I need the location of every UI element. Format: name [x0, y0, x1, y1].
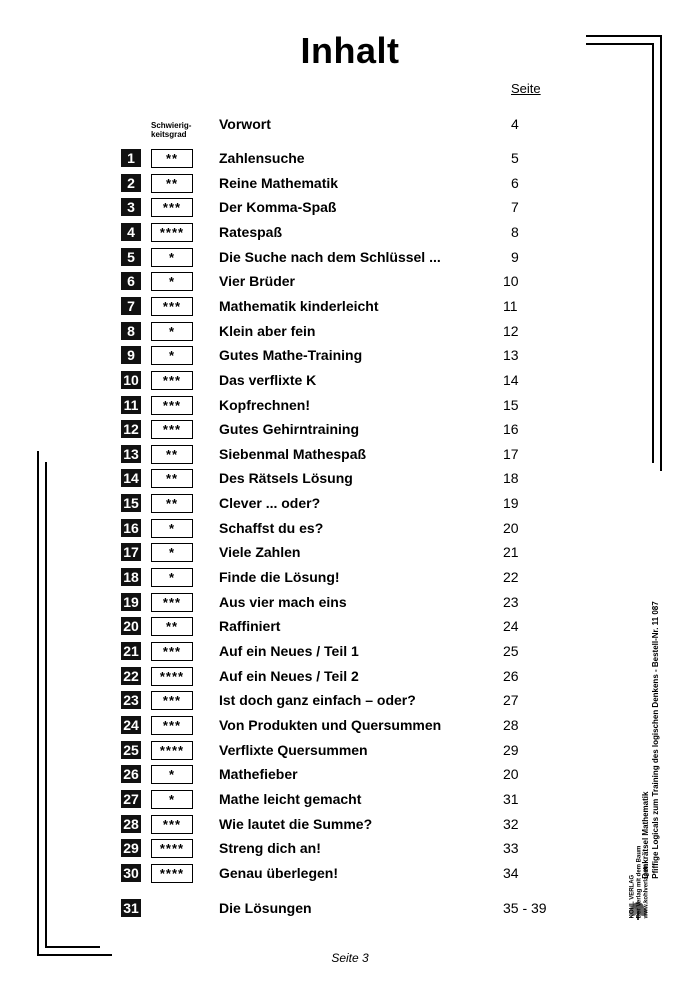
chapter-page: 14 [503, 372, 519, 388]
chapter-title: Raffiniert [219, 618, 281, 634]
chapter-number: 5 [121, 248, 141, 266]
difficulty-stars: ** [151, 617, 193, 636]
difficulty-stars: *** [151, 396, 193, 415]
chapter-title: Reine Mathematik [219, 175, 339, 191]
chapter-number: 15 [121, 494, 141, 512]
toc-row [0, 173, 700, 195]
chapter-title: Gutes Mathe-Training [219, 347, 363, 363]
chapter-title: Klein aber fein [219, 323, 316, 339]
difficulty-stars: *** [151, 642, 193, 661]
page-title: Inhalt [300, 30, 400, 71]
chapter-page: 26 [503, 668, 519, 684]
chapter-page: 13 [503, 347, 519, 363]
toc-row [0, 592, 700, 614]
chapter-page: 21 [503, 544, 519, 560]
chapter-number: 18 [121, 568, 141, 586]
difficulty-stars: *** [151, 297, 193, 316]
difficulty-stars: **** [151, 223, 193, 242]
frame-bottom-line-2 [45, 946, 100, 948]
chapter-title: Zahlensuche [219, 150, 305, 166]
chapter-number: 3 [121, 198, 141, 216]
chapter-page: 28 [503, 717, 519, 733]
chapter-number: 25 [121, 741, 141, 759]
chapter-title: Auf ein Neues / Teil 1 [219, 643, 359, 659]
chapter-page: 16 [503, 421, 519, 437]
preface-page: 4 [511, 116, 519, 132]
chapter-title: Vier Brüder [219, 273, 295, 289]
difficulty-stars: * [151, 346, 193, 365]
toc-row [0, 641, 700, 663]
toc-row [0, 814, 700, 836]
chapter-number: 9 [121, 346, 141, 364]
side-text-line-1: Denkrätsel Mathematik [641, 791, 650, 879]
chapter-page: 8 [511, 224, 519, 240]
chapter-title: Des Rätsels Lösung [219, 470, 353, 486]
toc-row [0, 838, 700, 860]
difficulty-header-text: Schwierig- keitsgrad [151, 121, 192, 139]
chapter-page: 29 [503, 742, 519, 758]
toc-row [0, 296, 700, 318]
toc-row [0, 715, 700, 737]
chapter-number: 21 [121, 642, 141, 660]
difficulty-stars: * [151, 568, 193, 587]
chapter-page: 34 [503, 865, 519, 881]
toc-row [0, 740, 700, 762]
toc-row [0, 493, 700, 515]
chapter-page: 20 [503, 766, 519, 782]
chapter-number: 4 [121, 223, 141, 241]
solutions-title: Die Lösungen [219, 900, 312, 916]
difficulty-stars: ** [151, 174, 193, 193]
chapter-page: 11 [503, 298, 518, 314]
difficulty-stars: *** [151, 198, 193, 217]
chapter-page: 12 [503, 323, 519, 339]
chapter-title: Mathematik kinderleicht [219, 298, 379, 314]
chapter-title: Von Produkten und Quersummen [219, 717, 442, 733]
chapter-page: 23 [503, 594, 519, 610]
chapter-page: 10 [503, 273, 519, 289]
chapter-title: Clever ... oder? [219, 495, 321, 511]
difficulty-stars: *** [151, 716, 193, 735]
solutions-row [0, 898, 700, 920]
toc-row [0, 666, 700, 688]
preface-title: Vorwort [219, 116, 271, 132]
difficulty-stars: *** [151, 593, 193, 612]
toc-row [0, 444, 700, 466]
chapter-title: Verflixte Quersummen [219, 742, 368, 758]
toc-row [0, 345, 700, 367]
toc-row [0, 370, 700, 392]
chapter-title: Mathe leicht gemacht [219, 791, 362, 807]
chapter-page: 19 [503, 495, 519, 511]
solutions-page: 35 - 39 [503, 900, 547, 916]
chapter-title: Mathefieber [219, 766, 298, 782]
chapter-title: Siebenmal Mathespaß [219, 446, 367, 462]
chapter-title: Die Suche nach dem Schlüssel ... [219, 249, 441, 265]
chapter-page: 18 [503, 470, 519, 486]
chapter-page: 33 [503, 840, 519, 856]
difficulty-stars: * [151, 765, 193, 784]
toc-row [0, 616, 700, 638]
toc-row [0, 395, 700, 417]
difficulty-stars: ** [151, 494, 193, 513]
difficulty-stars: *** [151, 691, 193, 710]
difficulty-stars: **** [151, 839, 193, 858]
difficulty-stars: ** [151, 445, 193, 464]
chapter-title: Gutes Gehirntraining [219, 421, 360, 437]
chapter-page: 31 [503, 791, 519, 807]
difficulty-stars: **** [151, 667, 193, 686]
page-column-header: Seite [511, 81, 541, 96]
chapter-page: 5 [511, 150, 519, 166]
difficulty-stars: * [151, 519, 193, 538]
chapter-page: 22 [503, 569, 519, 585]
toc-row [0, 518, 700, 540]
publisher-side-text [641, 601, 661, 878]
page-footer: Seite 3 [331, 951, 369, 965]
chapter-title: Aus vier mach eins [219, 594, 347, 610]
toc-row [0, 247, 700, 269]
toc-row [0, 789, 700, 811]
chapter-number: 22 [121, 667, 141, 685]
chapter-title: Schaffst du es? [219, 520, 324, 536]
logo-text-line-2: Der Verlag mit dem Baum [636, 845, 643, 919]
chapter-page: 25 [503, 643, 519, 659]
chapter-number: 27 [121, 790, 141, 808]
difficulty-stars: * [151, 322, 193, 341]
toc-row [0, 542, 700, 564]
toc-row [0, 197, 700, 219]
toc-row [0, 148, 700, 170]
difficulty-stars: ** [151, 469, 193, 488]
chapter-page: 24 [503, 618, 519, 634]
chapter-page: 27 [503, 692, 519, 708]
chapter-title: Streng dich an! [219, 840, 321, 856]
difficulty-stars: *** [151, 815, 193, 834]
chapter-number: 20 [121, 617, 141, 635]
chapter-number: 30 [121, 864, 141, 882]
difficulty-stars: * [151, 248, 193, 267]
chapter-title: Das verflixte K [219, 372, 317, 388]
chapter-title: Ist doch ganz einfach – oder? [219, 692, 416, 708]
difficulty-stars: **** [151, 741, 193, 760]
difficulty-stars: *** [151, 371, 193, 390]
difficulty-stars: * [151, 790, 193, 809]
chapter-number: 29 [121, 839, 141, 857]
toc-row [0, 468, 700, 490]
toc-row [0, 419, 700, 441]
toc-row [0, 222, 700, 244]
difficulty-stars: * [151, 543, 193, 562]
chapter-title: Kopfrechnen! [219, 397, 310, 413]
publisher-logo-text [630, 846, 651, 919]
chapter-page: 20 [503, 520, 519, 536]
chapter-title: Der Komma-Spaß [219, 199, 337, 215]
chapter-number: 12 [121, 420, 141, 438]
chapter-page: 32 [503, 816, 519, 832]
chapter-number: 8 [121, 322, 141, 340]
toc-row [0, 271, 700, 293]
chapter-title: Auf ein Neues / Teil 2 [219, 668, 359, 684]
chapter-page: 9 [511, 249, 519, 265]
chapter-number: 11 [121, 396, 141, 414]
difficulty-stars: ** [151, 149, 193, 168]
difficulty-stars: **** [151, 864, 193, 883]
chapter-number: 28 [121, 815, 141, 833]
toc-row [0, 764, 700, 786]
chapter-page: 6 [511, 175, 519, 191]
chapter-number: 17 [121, 543, 141, 561]
logo-text-line-3: www.kohlverlag.de [643, 864, 650, 919]
chapter-title: Wie lautet die Summe? [219, 816, 373, 832]
toc-row [0, 321, 700, 343]
chapter-number: 10 [121, 371, 141, 389]
toc-row [0, 863, 700, 885]
chapter-page: 7 [511, 199, 519, 215]
chapter-number: 2 [121, 174, 141, 192]
chapter-number: 7 [121, 297, 141, 315]
toc-row [0, 690, 700, 712]
difficulty-stars: * [151, 272, 193, 291]
chapter-number: 19 [121, 593, 141, 611]
chapter-number: 23 [121, 691, 141, 709]
toc-row [0, 567, 700, 589]
chapter-number: 1 [121, 149, 141, 167]
chapter-number: 16 [121, 519, 141, 537]
chapter-page: 17 [503, 446, 519, 462]
solutions-number: 31 [121, 899, 141, 917]
chapter-number: 13 [121, 445, 141, 463]
chapter-number: 26 [121, 765, 141, 783]
chapter-title: Viele Zahlen [219, 544, 301, 560]
side-text-line-2: Pfiffige Logicals zum Training des logischen Denkens - Bestell-Nr. 11 087 [651, 601, 660, 879]
logo-text-line-1: KOHL VERLAG [629, 874, 636, 919]
difficulty-stars: *** [151, 420, 193, 439]
chapter-number: 6 [121, 272, 141, 290]
chapter-page: 15 [503, 397, 519, 413]
chapter-number: 24 [121, 716, 141, 734]
chapter-number: 14 [121, 469, 141, 487]
preface-row [0, 114, 700, 136]
chapter-title: Genau überlegen! [219, 865, 339, 881]
chapter-title: Finde die Lösung! [219, 569, 340, 585]
chapter-title: Ratespaß [219, 224, 283, 240]
